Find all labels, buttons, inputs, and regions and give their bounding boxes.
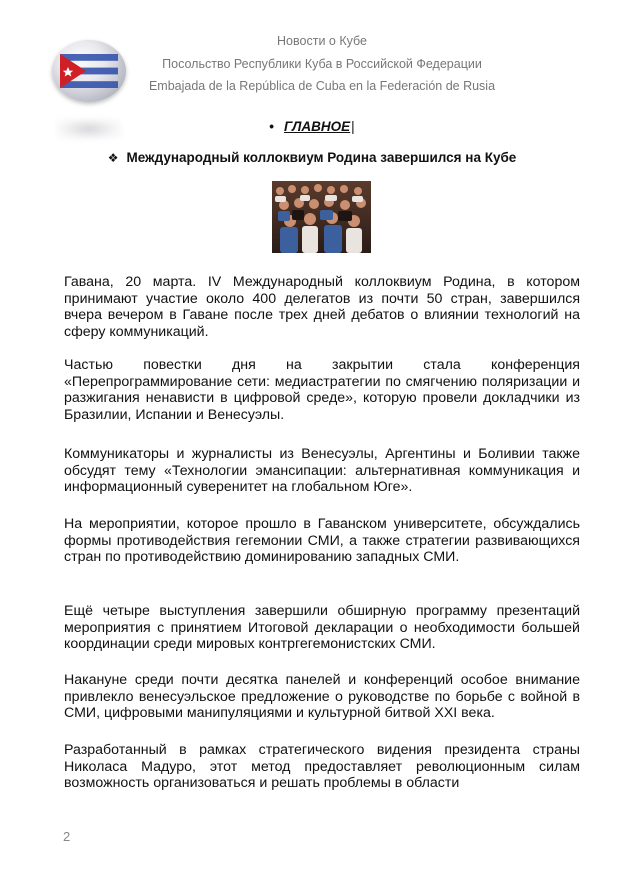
text-cursor: |: [351, 119, 355, 134]
article-title-row: [0, 150, 624, 165]
header-line-embassy-ru: Посольство Республики Куба в Российской Федерации: [162, 57, 482, 71]
page-number: 2: [63, 829, 71, 844]
paragraph-5: Ещё четыре выступления завершили обширную программу презентаций мероприятия с принятием Итоговой декларации о необходимости большей координации среди мировых контргегемонистских СМИ.: [64, 603, 580, 653]
paragraph-1: Гавана, 20 марта. IV Международный коллоквиум Родина, в котором принимают участие около 400 делегатов из почти 50 стран, завершился вчера вечером в Гаване после трех дней дебатов о влиянии технологий на сферу коммуникаций.: [64, 274, 580, 340]
paragraph-6: Накануне среди почти десятка панелей и конференций особое внимание привлекло венесуэльское предложение о руководстве по борьбе с войной в СМИ, цифровыми манипуляциями и культурной битвой XXI века.: [64, 672, 580, 722]
main-section: [0, 119, 624, 134]
audience-photo-icon: [272, 181, 371, 253]
diamond-bullet-icon: ❖: [107, 151, 119, 165]
article-title: Международный коллоквиум Родина завершился на Кубе: [126, 150, 517, 165]
header-line-news: Новости о Кубе: [277, 34, 367, 48]
bullet-icon: •: [269, 119, 275, 134]
paragraph-4: На мероприятии, которое прошло в Гаванском университете, обсуждались формы противодействия гегемонии СМИ, а также стратегии развивающихся стран по противодействию доминированию западных СМИ.: [64, 516, 580, 566]
article-photo: [272, 181, 371, 253]
paragraph-3: Коммуникаторы и журналисты из Венесуэлы, Аргентины и Боливии также обсудят тему «Технологии эмансипации: альтернативная коммуникация и информационный суверенитет на глобальном Юге».: [64, 446, 580, 496]
main-section-link[interactable]: ГЛАВНОЕ: [284, 119, 351, 134]
paragraph-2: Частью повестки дня на закрытии стала конференция «Перепрограммирование сети: медиастратегии по смягчению поляризации и разжигания ненависти в цифровой среде», которую провели докладчики из Бразилии, Испании и Венесуэлы.: [64, 357, 580, 423]
paragraph-7: Разработанный в рамках стратегического видения президента страны Николаса Мадуро, этот метод предоставляет революционным силам возможность организоваться и решать проблемы в области: [64, 742, 580, 792]
header-line-embassy-es: Embajada de la República de Cuba en la Federación de Rusia: [148, 79, 496, 93]
